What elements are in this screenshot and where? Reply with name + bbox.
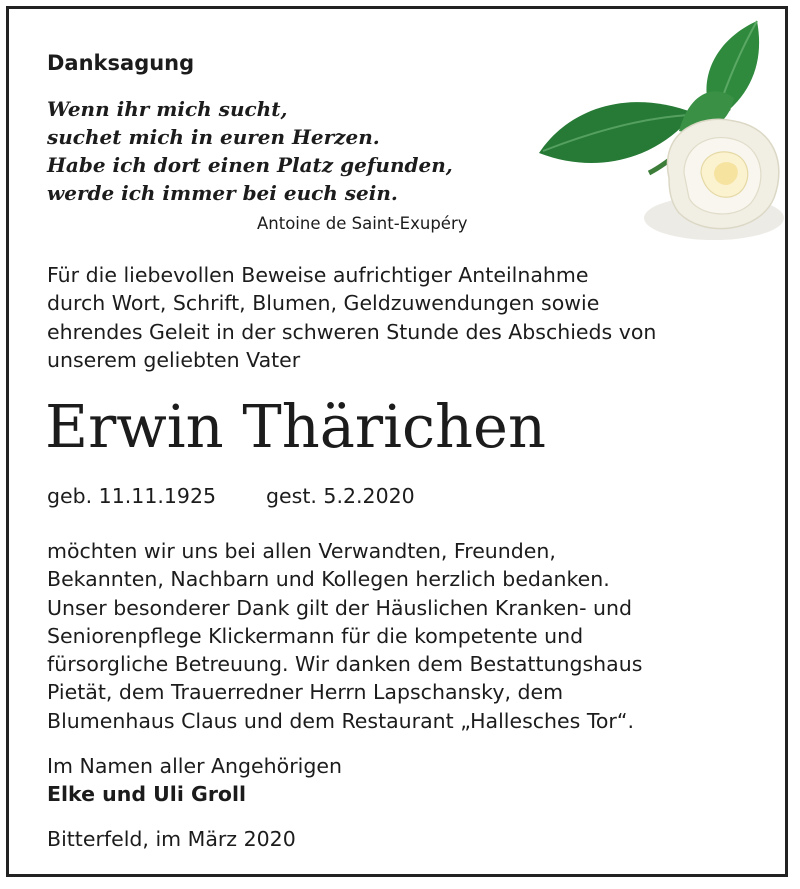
- thanks-paragraph: [47, 537, 642, 735]
- white-rose-image: [529, 13, 787, 253]
- poem-line: Wenn ihr mich sucht,: [47, 97, 288, 121]
- thanks-line: Seniorenpflege Klickermann für die kompetente und: [47, 623, 584, 648]
- intro-line: Für die liebevollen Beweise aufrichtiger Anteilnahme: [47, 263, 589, 287]
- closing: [47, 752, 342, 809]
- birth-date: geb. 11.11.1925: [47, 484, 217, 508]
- death-date: gest. 5.2.2020: [266, 484, 415, 508]
- thanks-line: Unser besonderer Dank gilt der Häuslichen Kranken- und: [47, 595, 633, 620]
- intro-line: ehrendes Geleit in der schweren Stunde des Abschieds von: [47, 319, 657, 344]
- place-date: Bitterfeld, im März 2020: [47, 827, 296, 851]
- poem-line: suchet mich in euren Herzen.: [47, 125, 380, 149]
- poem-line: Habe ich dort einen Platz gefunden,: [47, 153, 453, 177]
- thanks-line: Bekannten, Nachbarn und Kollegen herzlich bedanken.: [47, 567, 610, 592]
- deceased-name: Erwin Thärichen: [45, 392, 546, 461]
- poem: [47, 95, 453, 207]
- intro-paragraph: [47, 261, 656, 374]
- poem-author: Antoine de Saint-Exupéry: [257, 214, 468, 233]
- poem-line: werde ich immer bei euch sein.: [47, 181, 398, 205]
- signature: Elke und Uli Groll: [47, 782, 247, 807]
- heading: Danksagung: [47, 51, 195, 75]
- closing-line: Im Namen aller Angehörigen: [47, 754, 342, 778]
- intro-line: durch Wort, Schrift, Blumen, Geldzuwendungen sowie: [47, 291, 600, 316]
- intro-line: unserem geliebten Vater: [47, 347, 301, 372]
- thanks-line: Blumenhaus Claus und dem Restaurant „Hallesches Tor“.: [47, 708, 634, 733]
- obituary-card: [6, 6, 788, 877]
- life-dates: [47, 484, 415, 508]
- thanks-line: möchten wir uns bei allen Verwandten, Freunden,: [47, 539, 556, 563]
- thanks-line: fürsorgliche Betreuung. Wir danken dem Bestattungshaus: [47, 652, 643, 677]
- thanks-line: Pietät, dem Trauerredner Herrn Lapschansky, dem: [47, 680, 564, 705]
